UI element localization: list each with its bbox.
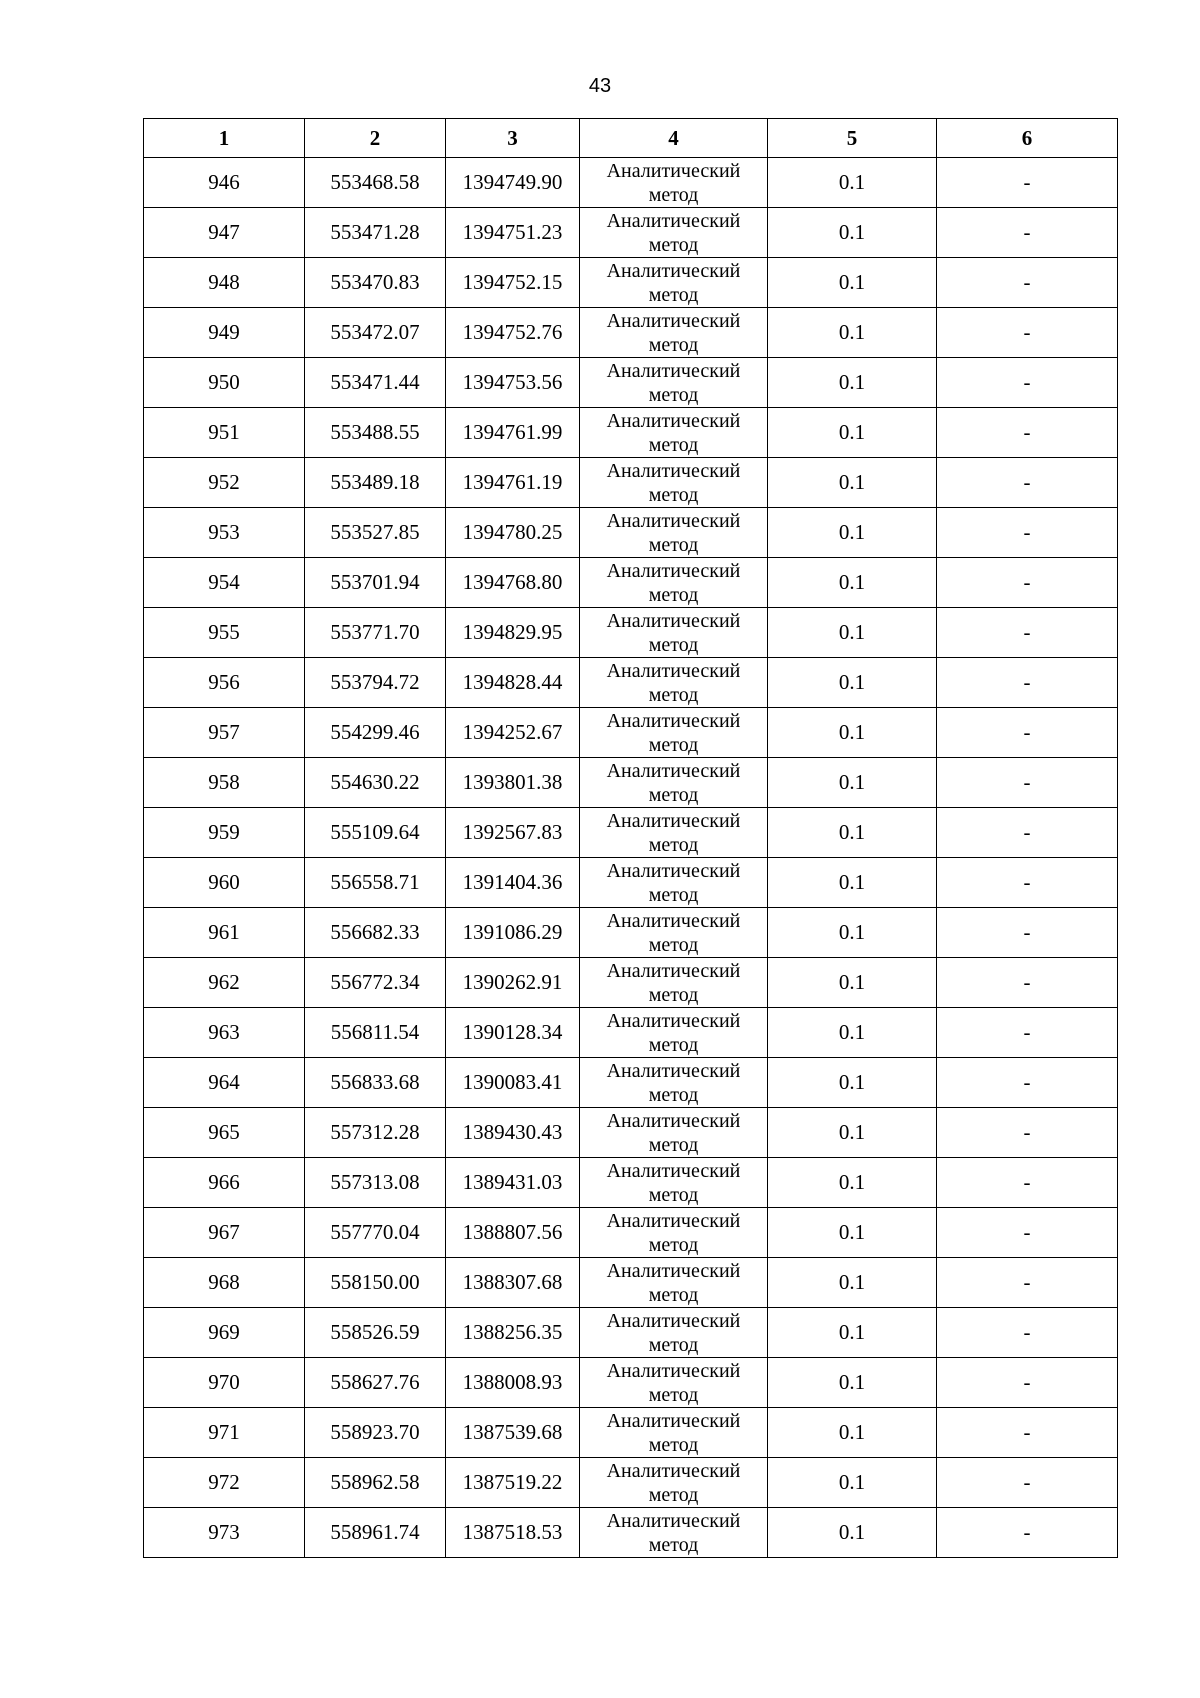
note-cell: - <box>937 658 1118 708</box>
header-cell-col-6: 6 <box>937 119 1118 158</box>
table-row <box>144 1158 1118 1208</box>
note-cell: - <box>937 1008 1118 1058</box>
x-coordinate-cell: 553471.44 <box>305 358 446 408</box>
point-number-cell: 960 <box>144 858 305 908</box>
x-coordinate-cell: 558961.74 <box>305 1508 446 1558</box>
method-cell: Аналитический метод <box>580 1058 768 1108</box>
note-cell: - <box>937 158 1118 208</box>
method-cell: Аналитический метод <box>580 1408 768 1458</box>
method-cell: Аналитический метод <box>580 908 768 958</box>
point-number-cell: 956 <box>144 658 305 708</box>
note-cell: - <box>937 1058 1118 1108</box>
accuracy-cell: 0.1 <box>768 1058 937 1108</box>
table-header <box>144 119 1118 158</box>
x-coordinate-cell: 558526.59 <box>305 1308 446 1358</box>
point-number-cell: 973 <box>144 1508 305 1558</box>
note-cell: - <box>937 1108 1118 1158</box>
method-cell: Аналитический метод <box>580 1508 768 1558</box>
table-row <box>144 958 1118 1008</box>
header-row <box>144 119 1118 158</box>
note-cell: - <box>937 1458 1118 1508</box>
point-number-cell: 948 <box>144 258 305 308</box>
method-cell: Аналитический метод <box>580 208 768 258</box>
x-coordinate-cell: 558923.70 <box>305 1408 446 1458</box>
note-cell: - <box>937 458 1118 508</box>
y-coordinate-cell: 1394752.76 <box>446 308 580 358</box>
point-number-cell: 950 <box>144 358 305 408</box>
table-row <box>144 1208 1118 1258</box>
y-coordinate-cell: 1388307.68 <box>446 1258 580 1308</box>
note-cell: - <box>937 1408 1118 1458</box>
method-cell: Аналитический метод <box>580 258 768 308</box>
header-cell-col-5: 5 <box>768 119 937 158</box>
accuracy-cell: 0.1 <box>768 708 937 758</box>
x-coordinate-cell: 557313.08 <box>305 1158 446 1208</box>
method-cell: Аналитический метод <box>580 808 768 858</box>
method-cell: Аналитический метод <box>580 1308 768 1358</box>
x-coordinate-cell: 556558.71 <box>305 858 446 908</box>
method-cell: Аналитический метод <box>580 408 768 458</box>
accuracy-cell: 0.1 <box>768 908 937 958</box>
x-coordinate-cell: 558150.00 <box>305 1258 446 1308</box>
table-row <box>144 558 1118 608</box>
accuracy-cell: 0.1 <box>768 458 937 508</box>
note-cell: - <box>937 1258 1118 1308</box>
table-row <box>144 608 1118 658</box>
y-coordinate-cell: 1394761.19 <box>446 458 580 508</box>
method-cell: Аналитический метод <box>580 658 768 708</box>
accuracy-cell: 0.1 <box>768 858 937 908</box>
table-row <box>144 858 1118 908</box>
x-coordinate-cell: 556811.54 <box>305 1008 446 1058</box>
x-coordinate-cell: 558962.58 <box>305 1458 446 1508</box>
point-number-cell: 947 <box>144 208 305 258</box>
method-cell: Аналитический метод <box>580 1008 768 1058</box>
accuracy-cell: 0.1 <box>768 658 937 708</box>
method-cell: Аналитический метод <box>580 958 768 1008</box>
x-coordinate-cell: 554299.46 <box>305 708 446 758</box>
y-coordinate-cell: 1387518.53 <box>446 1508 580 1558</box>
table-row <box>144 1308 1118 1358</box>
x-coordinate-cell: 558627.76 <box>305 1358 446 1408</box>
y-coordinate-cell: 1394768.80 <box>446 558 580 608</box>
method-cell: Аналитический метод <box>580 1208 768 1258</box>
accuracy-cell: 0.1 <box>768 158 937 208</box>
accuracy-cell: 0.1 <box>768 1508 937 1558</box>
note-cell: - <box>937 1308 1118 1358</box>
point-number-cell: 965 <box>144 1108 305 1158</box>
accuracy-cell: 0.1 <box>768 258 937 308</box>
method-cell: Аналитический метод <box>580 158 768 208</box>
y-coordinate-cell: 1387519.22 <box>446 1458 580 1508</box>
y-coordinate-cell: 1387539.68 <box>446 1408 580 1458</box>
y-coordinate-cell: 1389430.43 <box>446 1108 580 1158</box>
accuracy-cell: 0.1 <box>768 408 937 458</box>
note-cell: - <box>937 858 1118 908</box>
accuracy-cell: 0.1 <box>768 808 937 858</box>
accuracy-cell: 0.1 <box>768 508 937 558</box>
method-cell: Аналитический метод <box>580 1258 768 1308</box>
accuracy-cell: 0.1 <box>768 1408 937 1458</box>
accuracy-cell: 0.1 <box>768 758 937 808</box>
accuracy-cell: 0.1 <box>768 608 937 658</box>
method-cell: Аналитический метод <box>580 558 768 608</box>
coordinates-table <box>143 118 1118 1558</box>
y-coordinate-cell: 1388008.93 <box>446 1358 580 1408</box>
y-coordinate-cell: 1394752.15 <box>446 258 580 308</box>
point-number-cell: 949 <box>144 308 305 358</box>
point-number-cell: 971 <box>144 1408 305 1458</box>
point-number-cell: 962 <box>144 958 305 1008</box>
method-cell: Аналитический метод <box>580 1158 768 1208</box>
y-coordinate-cell: 1394780.25 <box>446 508 580 558</box>
table-row <box>144 1508 1118 1558</box>
x-coordinate-cell: 556772.34 <box>305 958 446 1008</box>
note-cell: - <box>937 808 1118 858</box>
point-number-cell: 954 <box>144 558 305 608</box>
accuracy-cell: 0.1 <box>768 358 937 408</box>
y-coordinate-cell: 1394753.56 <box>446 358 580 408</box>
table-row <box>144 1258 1118 1308</box>
note-cell: - <box>937 308 1118 358</box>
method-cell: Аналитический метод <box>580 458 768 508</box>
y-coordinate-cell: 1394252.67 <box>446 708 580 758</box>
table-row <box>144 708 1118 758</box>
point-number-cell: 968 <box>144 1258 305 1308</box>
method-cell: Аналитический метод <box>580 358 768 408</box>
note-cell: - <box>937 1208 1118 1258</box>
note-cell: - <box>937 608 1118 658</box>
x-coordinate-cell: 553472.07 <box>305 308 446 358</box>
page-number: 43 <box>588 75 612 97</box>
method-cell: Аналитический метод <box>580 1108 768 1158</box>
table-row <box>144 1458 1118 1508</box>
table-row <box>144 1108 1118 1158</box>
note-cell: - <box>937 1508 1118 1558</box>
y-coordinate-cell: 1392567.83 <box>446 808 580 858</box>
point-number-cell: 946 <box>144 158 305 208</box>
note-cell: - <box>937 408 1118 458</box>
accuracy-cell: 0.1 <box>768 1458 937 1508</box>
accuracy-cell: 0.1 <box>768 958 937 1008</box>
x-coordinate-cell: 553527.85 <box>305 508 446 558</box>
accuracy-cell: 0.1 <box>768 1308 937 1358</box>
table-row <box>144 208 1118 258</box>
x-coordinate-cell: 557770.04 <box>305 1208 446 1258</box>
table-row <box>144 1408 1118 1458</box>
x-coordinate-cell: 553468.58 <box>305 158 446 208</box>
point-number-cell: 958 <box>144 758 305 808</box>
y-coordinate-cell: 1390262.91 <box>446 958 580 1008</box>
point-number-cell: 961 <box>144 908 305 958</box>
note-cell: - <box>937 908 1118 958</box>
method-cell: Аналитический метод <box>580 1358 768 1408</box>
table-row <box>144 508 1118 558</box>
table-row <box>144 808 1118 858</box>
table-row <box>144 908 1118 958</box>
table-row <box>144 308 1118 358</box>
x-coordinate-cell: 553794.72 <box>305 658 446 708</box>
x-coordinate-cell: 556833.68 <box>305 1058 446 1108</box>
table-row <box>144 258 1118 308</box>
method-cell: Аналитический метод <box>580 608 768 658</box>
table-row <box>144 408 1118 458</box>
accuracy-cell: 0.1 <box>768 558 937 608</box>
point-number-cell: 951 <box>144 408 305 458</box>
x-coordinate-cell: 553771.70 <box>305 608 446 658</box>
table-row <box>144 358 1118 408</box>
note-cell: - <box>937 508 1118 558</box>
accuracy-cell: 0.1 <box>768 1008 937 1058</box>
accuracy-cell: 0.1 <box>768 208 937 258</box>
y-coordinate-cell: 1394761.99 <box>446 408 580 458</box>
x-coordinate-cell: 553701.94 <box>305 558 446 608</box>
note-cell: - <box>937 358 1118 408</box>
point-number-cell: 957 <box>144 708 305 758</box>
y-coordinate-cell: 1390083.41 <box>446 1058 580 1108</box>
y-coordinate-cell: 1393801.38 <box>446 758 580 808</box>
x-coordinate-cell: 553470.83 <box>305 258 446 308</box>
x-coordinate-cell: 553489.18 <box>305 458 446 508</box>
point-number-cell: 955 <box>144 608 305 658</box>
y-coordinate-cell: 1391086.29 <box>446 908 580 958</box>
point-number-cell: 969 <box>144 1308 305 1358</box>
method-cell: Аналитический метод <box>580 1458 768 1508</box>
note-cell: - <box>937 958 1118 1008</box>
accuracy-cell: 0.1 <box>768 1108 937 1158</box>
accuracy-cell: 0.1 <box>768 1208 937 1258</box>
y-coordinate-cell: 1390128.34 <box>446 1008 580 1058</box>
point-number-cell: 964 <box>144 1058 305 1108</box>
accuracy-cell: 0.1 <box>768 308 937 358</box>
table-row <box>144 1058 1118 1108</box>
y-coordinate-cell: 1394751.23 <box>446 208 580 258</box>
table-row <box>144 158 1118 208</box>
table-row <box>144 758 1118 808</box>
x-coordinate-cell: 553471.28 <box>305 208 446 258</box>
point-number-cell: 953 <box>144 508 305 558</box>
note-cell: - <box>937 708 1118 758</box>
accuracy-cell: 0.1 <box>768 1358 937 1408</box>
y-coordinate-cell: 1394828.44 <box>446 658 580 708</box>
note-cell: - <box>937 1158 1118 1208</box>
point-number-cell: 966 <box>144 1158 305 1208</box>
y-coordinate-cell: 1394829.95 <box>446 608 580 658</box>
method-cell: Аналитический метод <box>580 708 768 758</box>
table-row <box>144 658 1118 708</box>
x-coordinate-cell: 556682.33 <box>305 908 446 958</box>
table-row <box>144 458 1118 508</box>
y-coordinate-cell: 1394749.90 <box>446 158 580 208</box>
method-cell: Аналитический метод <box>580 508 768 558</box>
x-coordinate-cell: 553488.55 <box>305 408 446 458</box>
point-number-cell: 967 <box>144 1208 305 1258</box>
header-cell-col-3: 3 <box>446 119 580 158</box>
y-coordinate-cell: 1391404.36 <box>446 858 580 908</box>
x-coordinate-cell: 555109.64 <box>305 808 446 858</box>
y-coordinate-cell: 1388807.56 <box>446 1208 580 1258</box>
y-coordinate-cell: 1388256.35 <box>446 1308 580 1358</box>
note-cell: - <box>937 558 1118 608</box>
header-cell-col-2: 2 <box>305 119 446 158</box>
y-coordinate-cell: 1389431.03 <box>446 1158 580 1208</box>
method-cell: Аналитический метод <box>580 308 768 358</box>
header-cell-col-4: 4 <box>580 119 768 158</box>
accuracy-cell: 0.1 <box>768 1158 937 1208</box>
x-coordinate-cell: 554630.22 <box>305 758 446 808</box>
point-number-cell: 970 <box>144 1358 305 1408</box>
method-cell: Аналитический метод <box>580 758 768 808</box>
header-cell-col-1: 1 <box>144 119 305 158</box>
table-body <box>144 158 1118 1558</box>
method-cell: Аналитический метод <box>580 858 768 908</box>
note-cell: - <box>937 1358 1118 1408</box>
point-number-cell: 952 <box>144 458 305 508</box>
table-row <box>144 1358 1118 1408</box>
accuracy-cell: 0.1 <box>768 1258 937 1308</box>
note-cell: - <box>937 258 1118 308</box>
note-cell: - <box>937 208 1118 258</box>
point-number-cell: 959 <box>144 808 305 858</box>
note-cell: - <box>937 758 1118 808</box>
x-coordinate-cell: 557312.28 <box>305 1108 446 1158</box>
point-number-cell: 972 <box>144 1458 305 1508</box>
table-row <box>144 1008 1118 1058</box>
point-number-cell: 963 <box>144 1008 305 1058</box>
